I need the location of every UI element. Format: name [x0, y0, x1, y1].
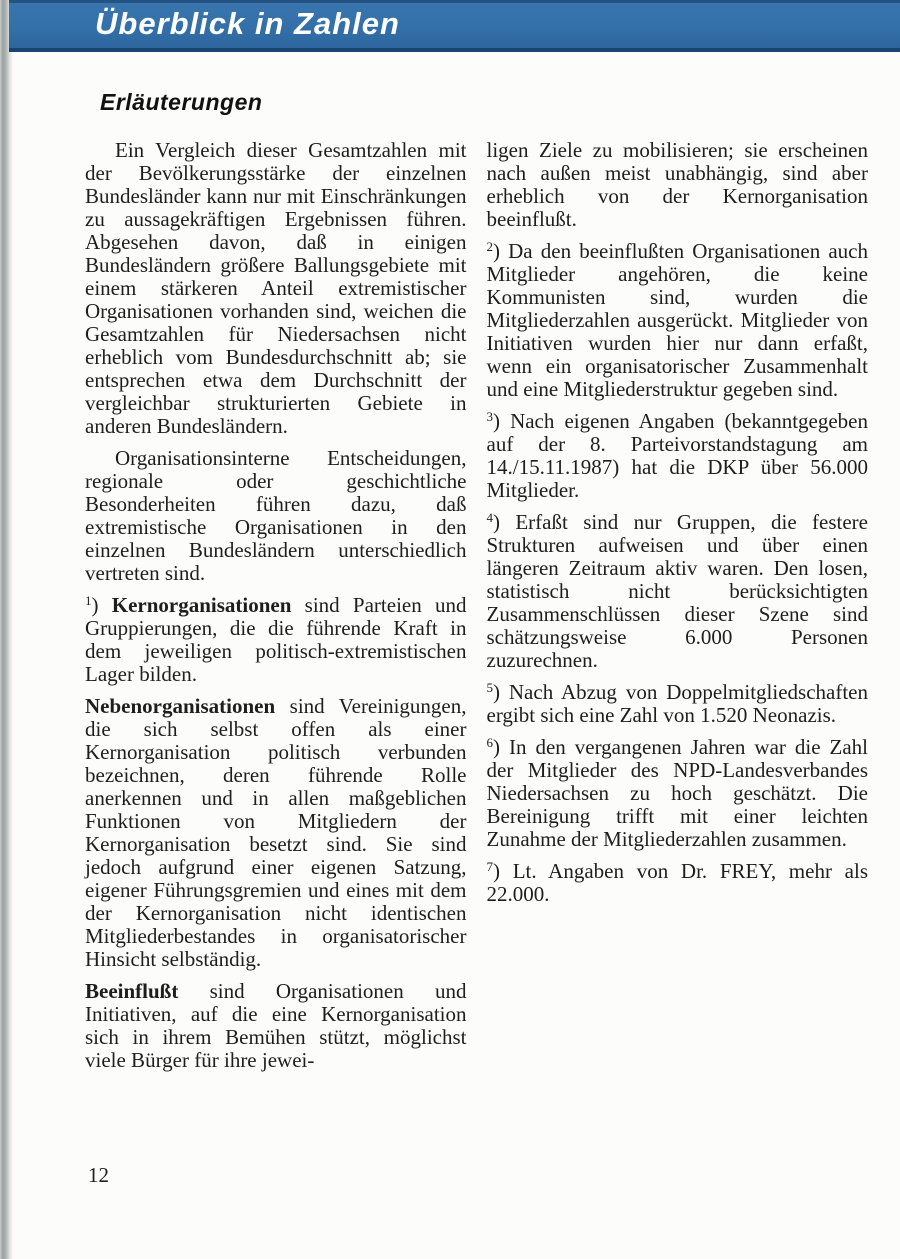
paragraph [85, 594, 467, 686]
paragraph [85, 980, 467, 1072]
footnote-marker: 5 [486, 680, 493, 695]
scan-gutter-edge [0, 0, 13, 1259]
text-run: Organisationsinterne Entscheidungen, regionale oder geschichtliche Besonderheiten führen dazu, daß extremistische Organisationen in den einzelnen Bundesländern unterschiedlich vertreten sind. [85, 446, 467, 585]
two-column-text-block [85, 139, 868, 1081]
text-run: ) In den vergangenen Jahren war die Zahl der Mitglieder des NPD-Landesverbandes Niedersachsen zu hoch geschätzt. Die Bereinigung trifft mit einer leichten Zunahme der Mitgliederzahlen zusammen. [486, 735, 868, 851]
section-title: Erläuterungen [100, 89, 263, 116]
chapter-title: Überblick in Zahlen [95, 6, 400, 41]
bold-term: Kernorganisationen [111, 593, 292, 617]
chapter-header-bar [9, 0, 900, 52]
text-run: ) Nach Abzug von Doppelmitgliedschaften ergibt sich eine Zahl von 1.520 Neonazis. [486, 680, 868, 727]
paragraph [85, 139, 467, 438]
paragraph [487, 139, 869, 231]
text-run: ) Lt. Angaben von Dr. FREY, mehr als 22.000. [486, 859, 868, 906]
text-run: ligen Ziele zu mobilisieren; sie erscheinen nach außen meist unabhängig, sind aber erheblich von der Kernorganisation beeinflußt. [486, 138, 868, 231]
column-left [85, 139, 467, 1081]
paragraph [487, 736, 869, 851]
text-run: sind Vereinigungen, die sich selbst offen als einer Kernorganisation politisch verbunden bezeichnen, deren führende Rolle anerkennen und in allen maßgeblichen Funktionen von Mitgliedern der Kernorganisation besetzt sind. Sie sind jedoch aufgrund einer eigenen Satzung, eigener Führungsgremien und eines mit dem der Kernorganisation nicht identischen Mitgliederbestandes in organisatorischer Hinsicht selbständig. [85, 694, 467, 971]
paragraph [487, 511, 869, 672]
bold-term: Nebenorganisationen [85, 694, 276, 718]
text-run: ) Nach eigenen Angaben (bekanntgegeben auf der 8. Parteivorstandstagung am 14./15.11.1987) hat die DKP über 56.000 Mitglieder. [486, 409, 868, 502]
footnote-marker: 2 [486, 239, 493, 254]
text-run: sind Organisationen und Initiativen, auf die eine Kernorganisation sich in ihrem Bemühen stützt, möglichst viele Bürger für ihre jewei- [85, 979, 467, 1072]
paragraph [85, 447, 467, 585]
text-run: sind Parteien und Gruppierungen, die die führende Kraft in dem jeweiligen politisch-extremistischen Lager bilden. [85, 593, 467, 686]
footnote-marker: 3 [486, 409, 493, 424]
text-run: ) Erfaßt sind nur Gruppen, die festere Strukturen aufweisen und über einen längeren Zeitraum aktiv waren. Den losen, statistisch nicht berücksichtigten Zusammenschlüssen dieser Szene sind schätzungsweise 6.000 Personen zuzurechnen. [486, 510, 868, 672]
paragraph [487, 860, 869, 906]
paragraph [487, 410, 869, 502]
paragraph [85, 695, 467, 971]
footnote-marker: 7 [486, 859, 493, 874]
text-run: Ein Vergleich dieser Gesamtzahlen mit der Bevölkerungsstärke der einzelnen Bundesländer kann nur mit Einschränkungen zu aussagekräftigen Ergebnissen führen. Abgesehen davon, daß in einigen Bundesländern größere Ballungsgebiete mit einem stärkeren Anteil extremistischer Organisationen vorhanden sind, weichen die Gesamtzahlen für Niedersachsen nicht erheblich vom Bundesdurchschnitt ab; sie entsprechen etwa dem Durchschnitt der vergleichbar strukturierten Gebiete in anderen Bundesländern. [85, 138, 467, 438]
text-run: ) [91, 593, 112, 617]
paragraph [487, 240, 869, 401]
text-run: ) Da den beeinflußten Organisationen auch Mitglieder angehören, die keine Kommunisten sind, wurden die Mitgliederzahlen ausgerückt. Mitglieder von Initiativen wurden hier nur dann erfaßt, wenn ein organisatorischer Zusammenhalt und eine Mitgliederstruktur gegeben sind. [486, 239, 868, 401]
bold-term: Beeinflußt [85, 979, 179, 1003]
footnote-marker: 1 [85, 593, 92, 608]
footnote-marker: 4 [486, 510, 493, 525]
page-number: 12 [88, 1163, 109, 1187]
column-right [487, 139, 869, 1081]
paragraph [487, 681, 869, 727]
footnote-marker: 6 [486, 735, 493, 750]
